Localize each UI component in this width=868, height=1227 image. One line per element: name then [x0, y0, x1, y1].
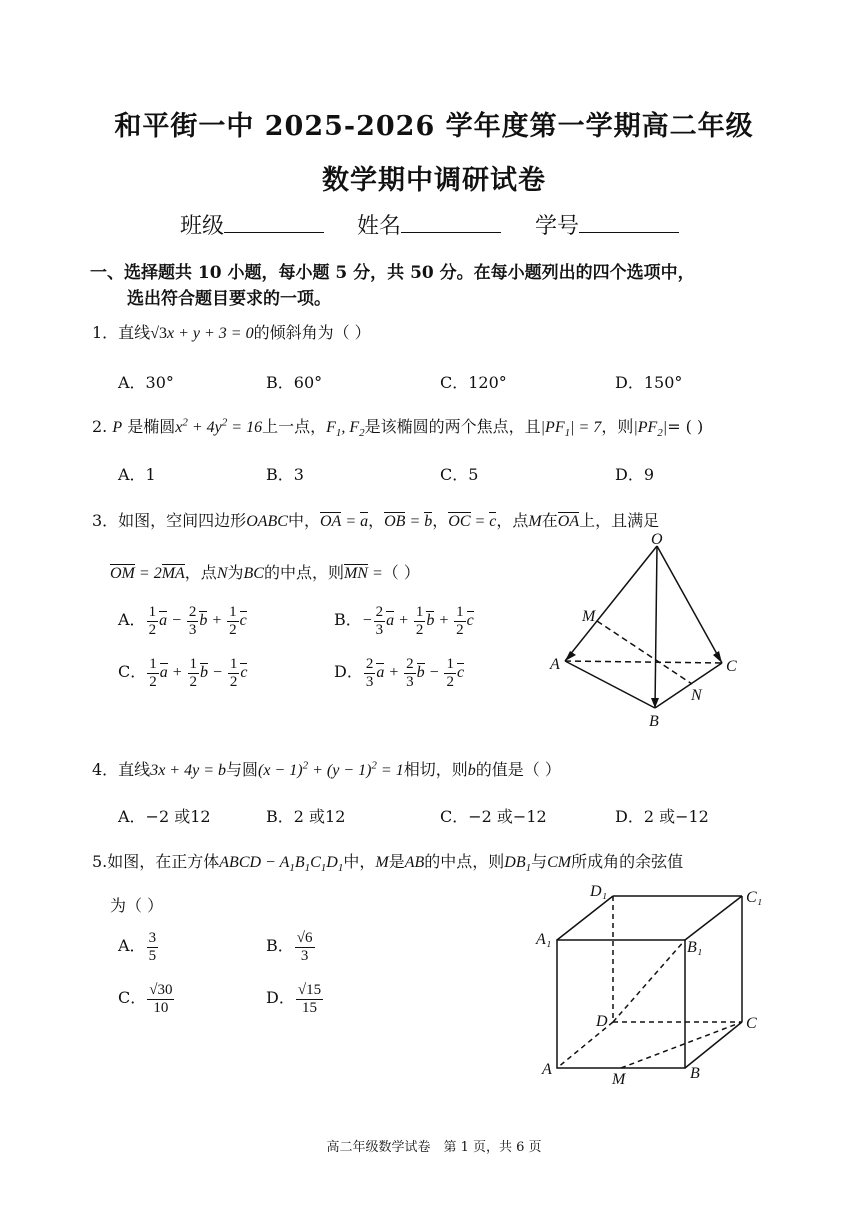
label-a1: A₁ — [536, 931, 552, 948]
q1-option-a: A．30° — [118, 373, 174, 392]
label-m-cube: M — [612, 1071, 626, 1088]
label-b: B — [649, 713, 659, 730]
question-1: 1．直线√3x + y + 3 = 0的倾斜角为（ ） — [92, 323, 371, 342]
student-id-field: 学号 — [535, 209, 679, 240]
label-b-cube: B — [690, 1065, 700, 1082]
q3-option-b: B．− $\frac{2}{3}$ a + $\frac{1}{2}$ b + $\frac{1}{2}$ c — [334, 604, 474, 638]
label-m: M — [582, 608, 596, 625]
q2-option-d: D．9 — [615, 465, 655, 484]
q3-option-c: C． $\frac{1}{2}$ a + $\frac{1}{2}$ b − $\frac{1}{2}$ c — [118, 656, 248, 690]
q4-option-d: D．2 或−12 — [615, 807, 709, 826]
class-field: 班级 — [180, 209, 324, 240]
q1-option-d: D．150° — [615, 373, 683, 392]
exam-title: 和平街一中 2025-2026 学年度第一学期高二年级 — [114, 111, 754, 142]
question-3: 3．如图，空间四边形OABC中，OA = a，OB = b，OC = c，点M在OA上，且满足 — [92, 511, 660, 530]
label-d1: D₁ — [590, 883, 608, 900]
q5-option-a: A． $\frac{3}{5}$ — [118, 930, 157, 964]
question-2: 2. P 是椭圆$x^2 + 4y^2 = 16$上一点，$F_1$, $F_2$是该椭圆的两个焦点，且$|PF_1| = 7$，则$|PF_2|=$ ( ) — [92, 416, 704, 440]
label-n: N — [691, 687, 702, 704]
section-heading: 一、选择题共 10 小题，每小题 5 分，共 50 分。在每小题列出的四个选项中， — [90, 263, 695, 283]
q4-option-a: A．−2 或12 — [118, 807, 211, 826]
label-c-cube: C — [746, 1015, 757, 1032]
q2-option-b: B．3 — [266, 465, 304, 484]
q5-option-c: C． $\frac{√30}{10}$ — [118, 982, 173, 1016]
q1-option-c: C．120° — [440, 373, 507, 392]
tetrahedron-figure — [540, 528, 760, 734]
name-field: 姓名 — [357, 209, 501, 240]
label-a-cube: A — [542, 1061, 552, 1078]
page-footer: 高二年级数学试卷 第 1 页，共 6 页 — [326, 1140, 542, 1155]
q3-option-a: A． $\frac{1}{2}$ a − $\frac{2}{3}$ b + $\frac{1}{2}$ c — [118, 604, 247, 638]
label-b1: B₁ — [687, 939, 703, 956]
label-c: C — [726, 658, 737, 675]
question-5-cont: 为（ ） — [110, 896, 164, 915]
section-heading-cont: 选出符合题目要求的一项。 — [127, 289, 331, 309]
label-d: D — [596, 1013, 608, 1030]
q2-option-a: A．1 — [118, 465, 156, 484]
q4-option-b: B．2 或12 — [266, 807, 346, 826]
exam-subtitle: 数学期中调研试卷 — [322, 165, 546, 196]
q3-option-d: D． $\frac{2}{3}$ a + $\frac{2}{3}$ b − $\frac{1}{2}$ c — [334, 656, 465, 690]
question-4: 4．直线3x + 4y = b与圆$(x - 1)^2 + (y - 1)^2 = 1$相切，则b的值是（ ） — [92, 759, 561, 779]
q2-option-c: C．5 — [440, 465, 479, 484]
label-o: O — [651, 531, 663, 548]
q4-option-c: C．−2 或−12 — [440, 807, 547, 826]
q1-option-b: B．60° — [266, 373, 323, 392]
question-5: 5.如图，在正方体ABCD − $A_1B_1C_1D_1$中，M是AB的中点，则$DB_1$与CM所成角的余弦值 — [92, 852, 684, 875]
q5-option-d: D． $\frac{√15}{15}$ — [266, 982, 322, 1016]
cube-figure — [530, 878, 770, 1090]
label-a: A — [550, 656, 560, 673]
question-3-cont: OM = 2MA，点N为BC的中点，则MN =（ ） — [110, 563, 420, 582]
label-c1: C₁ — [746, 889, 763, 906]
q5-option-b: B． $\frac{√6}{3}$ — [266, 930, 313, 964]
